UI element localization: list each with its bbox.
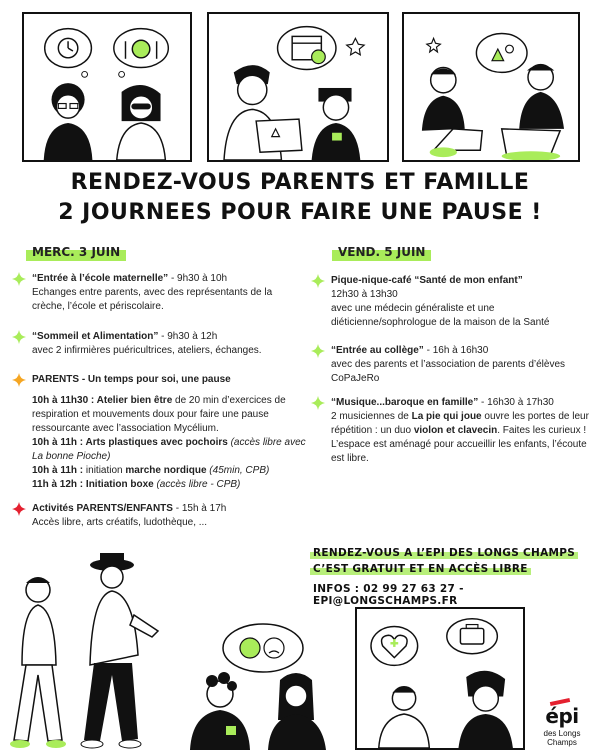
sub-item bbox=[32, 436, 307, 464]
illustration-two-people-chatting bbox=[168, 608, 348, 750]
program-item-time: - 15h à 17h bbox=[172, 503, 227, 514]
text-part: ouvre les portes de leur répétition : un duo bbox=[331, 411, 589, 436]
sub-item bbox=[32, 464, 307, 478]
green-star-icon bbox=[311, 396, 325, 410]
program-item-title bbox=[32, 272, 287, 286]
program-item bbox=[331, 344, 586, 386]
program-item-name: “Sommeil et Alimentation” bbox=[32, 331, 159, 342]
sub-item-lead: 10h à 11h : Arts plastiques avec pochoirs bbox=[32, 437, 228, 448]
sub-item-note: (accès libre - CPB) bbox=[153, 479, 241, 490]
program-item-title bbox=[32, 502, 287, 516]
red-star-icon bbox=[12, 502, 26, 516]
program-item-time: - 16h à 16h30 bbox=[423, 345, 489, 356]
program-item-text bbox=[331, 410, 599, 466]
epi-logo bbox=[531, 706, 593, 746]
illustration-two-women-thinking bbox=[22, 12, 192, 162]
program-item-title bbox=[331, 344, 586, 358]
illustration-two-people-relaxing bbox=[402, 12, 580, 162]
program-item-text: Accès libre, arts créatifs, ludothèque, ... bbox=[32, 517, 208, 528]
headline-line-1: RENDEZ-VOUS PARENTS ET FAMILLE bbox=[70, 170, 530, 195]
people-chatting-drawing bbox=[168, 608, 348, 750]
sub-item-lead: 11h à 12h : Initiation boxe bbox=[32, 479, 154, 490]
program-item-time: - 9h30 à 12h bbox=[158, 331, 218, 342]
text-bold: La pie qui joue bbox=[411, 411, 482, 422]
people-walking-drawing bbox=[0, 545, 170, 750]
sub-item-text: de 20 min d’exercices de respiration et mouvements doux pour faire une pause ressourcante avec l’association Mycélium. bbox=[32, 395, 286, 434]
program-item-parents bbox=[32, 373, 307, 492]
headline-line-2: 2 JOURNEES POUR FAIRE UNE PAUSE ! bbox=[58, 200, 542, 225]
sub-item bbox=[32, 394, 307, 436]
program-item bbox=[32, 502, 287, 530]
green-star-icon bbox=[311, 344, 325, 358]
program-item-name: “Entrée à l’école maternelle” bbox=[32, 273, 169, 284]
sub-item-lead: 10h à 11h30 : Atelier bien être bbox=[32, 395, 173, 406]
sub-item-bold: marche nordique bbox=[125, 465, 207, 476]
illustration-planning-calendar bbox=[207, 12, 389, 162]
program-item bbox=[331, 396, 599, 466]
logo-wordmark: épi bbox=[545, 704, 579, 728]
sub-item bbox=[32, 478, 307, 492]
green-star-icon bbox=[311, 274, 325, 288]
program-item-text: avec une médecin généraliste et une diéticienne/sophrologue de la maison de la Santé bbox=[331, 303, 550, 328]
program-item-name: “Entrée au collège” bbox=[331, 345, 424, 356]
green-star-icon bbox=[12, 272, 26, 286]
green-star-icon bbox=[12, 330, 26, 344]
illustration-health-discussion bbox=[355, 607, 525, 750]
program-item-title: Pique-nique-café “Santé de mon enfant” bbox=[331, 275, 523, 286]
people-relaxing-drawing bbox=[404, 14, 578, 160]
info-contact: INFOS : 02 99 27 63 27 - EPI@LONGSCHAMPS.FR bbox=[313, 583, 464, 607]
program-item-text: Echanges entre parents, avec des représentants de la crèche, l’école et périscolaire. bbox=[32, 287, 273, 312]
program-item-title: PARENTS - Un temps pour soi, une pause bbox=[32, 374, 231, 385]
day-tag-friday: VEND. 5 JUIN bbox=[332, 244, 431, 261]
info-venue: RENDEZ-VOUS A L’EPI DES LONGS CHAMPS bbox=[310, 547, 578, 559]
logo-subtitle: des Longs Champs bbox=[543, 729, 581, 747]
planning-calendar-drawing bbox=[209, 14, 387, 160]
text-part: 2 musiciennes de bbox=[331, 411, 412, 422]
program-item-time: - 9h30 à 10h bbox=[168, 273, 228, 284]
program-item-text: avec des parents et l’association de parents d’élèves CoPaJeRo bbox=[331, 359, 566, 384]
sub-item-lead: 10h à 11h : bbox=[32, 465, 84, 476]
program-item-name: “Musique...baroque en famille” bbox=[331, 397, 479, 408]
program-item-text: avec 2 infirmières puéricultrices, ateliers, échanges. bbox=[32, 345, 262, 356]
yellow-star-icon bbox=[12, 373, 26, 387]
program-item-title bbox=[32, 330, 287, 344]
health-discussion-drawing bbox=[357, 609, 523, 748]
program-item-title bbox=[331, 396, 599, 410]
illustration-two-people-walking bbox=[0, 545, 170, 750]
info-free-access: C’EST GRATUIT ET EN ACCÈS LIBRE bbox=[310, 563, 531, 575]
text-part: . Faites les curieux ! L’espace est aménagé pour accueillir les enfants, l’écoute est libre. bbox=[331, 425, 587, 464]
women-thinking-drawing bbox=[24, 14, 190, 160]
text-bold: violon et clavecin bbox=[413, 425, 498, 436]
program-item bbox=[32, 272, 287, 314]
program-item bbox=[32, 330, 287, 358]
program-item-time: - 16h30 à 17h30 bbox=[478, 397, 554, 408]
day-tag-wednesday: MERC. 3 JUIN bbox=[26, 244, 126, 261]
program-item-time: 12h30 à 13h30 bbox=[331, 289, 398, 300]
program-item bbox=[331, 274, 586, 330]
sub-item-note: (45min, CPB) bbox=[206, 465, 270, 476]
sub-item-text: initiation bbox=[83, 465, 126, 476]
sub-item-note: (accès libre avec La bonne Pioche) bbox=[32, 437, 306, 462]
program-item-name: Activités PARENTS/ENFANTS bbox=[32, 503, 173, 514]
